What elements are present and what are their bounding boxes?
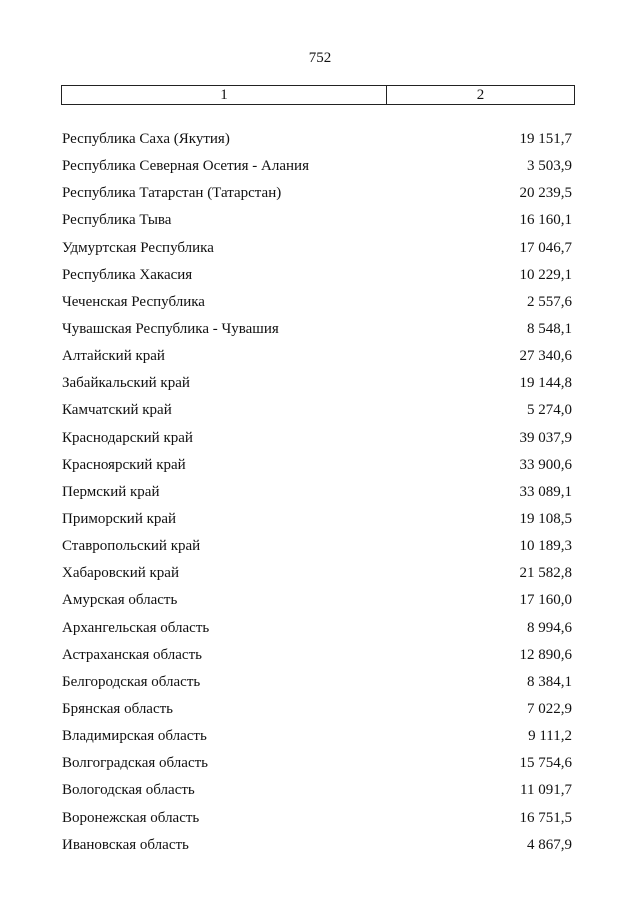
region-name: Ивановская область (62, 836, 189, 853)
region-value: 16 751,5 (519, 809, 572, 826)
region-name: Ставропольский край (62, 538, 201, 555)
region-name: Камчатский край (62, 402, 172, 419)
table-row (62, 560, 572, 587)
region-value: 7 022,9 (527, 701, 572, 718)
region-name: Амурская область (62, 592, 178, 609)
region-name: Волгоградская область (62, 755, 208, 772)
region-value: 8 384,1 (527, 673, 572, 690)
region-name: Чувашская Республика - Чувашия (62, 321, 279, 338)
region-value: 10 189,3 (519, 538, 572, 555)
region-name: Краснодарский край (62, 429, 193, 446)
region-value: 15 754,6 (519, 755, 572, 772)
region-value: 19 108,5 (519, 511, 572, 528)
region-name: Владимирская область (62, 728, 207, 745)
region-name: Приморский край (62, 511, 177, 528)
region-value: 9 111,2 (528, 728, 572, 745)
region-name: Воронежская область (62, 809, 200, 826)
table-row (62, 289, 572, 316)
page-number: 752 (308, 50, 332, 66)
table-row (62, 262, 572, 289)
region-value: 20 239,5 (519, 185, 572, 202)
region-name: Белгородская область (62, 673, 201, 690)
region-name: Республика Татарстан (Татарстан) (62, 185, 282, 202)
table-row (62, 696, 572, 723)
table-row (62, 479, 572, 506)
region-value: 27 340,6 (519, 348, 572, 365)
region-value: 17 160,0 (519, 592, 572, 609)
region-name: Пермский край (62, 483, 160, 500)
table-row (62, 425, 572, 452)
region-value: 5 274,0 (527, 402, 572, 419)
table-row (62, 805, 572, 832)
region-name: Забайкальский край (62, 375, 190, 392)
table-row (62, 126, 572, 153)
region-value: 19 144,8 (519, 375, 572, 392)
region-name: Республика Саха (Якутия) (62, 131, 230, 148)
table-row (62, 207, 572, 234)
region-name: Астраханская область (62, 646, 202, 663)
region-name: Красноярский край (62, 456, 186, 473)
region-value: 11 091,7 (520, 782, 572, 799)
region-name: Алтайский край (62, 348, 165, 365)
column-header-table (61, 85, 575, 105)
table-row (62, 452, 572, 479)
table-row (62, 153, 572, 180)
region-name: Архангельская область (62, 619, 210, 636)
region-value: 4 867,9 (527, 836, 572, 853)
region-name: Республика Хакасия (62, 266, 193, 283)
table-row (62, 669, 572, 696)
table-row (62, 533, 572, 560)
region-name: Республика Северная Осетия - Алания (62, 158, 309, 175)
region-value: 10 229,1 (519, 266, 572, 283)
table-row (62, 587, 572, 614)
table-row (62, 506, 572, 533)
column-header-2: 2 (476, 86, 485, 103)
region-value: 8 994,6 (527, 619, 572, 636)
region-value: 16 160,1 (519, 212, 572, 229)
table-row (62, 777, 572, 804)
table-row (62, 615, 572, 642)
region-value: 2 557,6 (527, 293, 572, 310)
table-row (62, 180, 572, 207)
region-value: 33 900,6 (519, 456, 572, 473)
region-name: Вологодская область (62, 782, 195, 799)
region-value: 8 548,1 (527, 321, 572, 338)
region-value: 39 037,9 (519, 429, 572, 446)
region-value: 17 046,7 (519, 239, 572, 256)
region-name: Хабаровский край (62, 565, 179, 582)
region-value: 12 890,6 (519, 646, 572, 663)
table-row (62, 397, 572, 424)
region-table-body (62, 126, 572, 859)
region-value: 33 089,1 (519, 483, 572, 500)
region-value: 21 582,8 (519, 565, 572, 582)
region-name: Республика Тыва (62, 212, 172, 229)
table-row (62, 370, 572, 397)
region-name: Чеченская Республика (62, 293, 205, 310)
table-row (62, 316, 572, 343)
table-row (62, 642, 572, 669)
table-row (62, 750, 572, 777)
region-value: 19 151,7 (519, 131, 572, 148)
table-row (62, 343, 572, 370)
region-name: Удмуртская Республика (62, 239, 214, 256)
table-row (62, 832, 572, 859)
table-row (62, 723, 572, 750)
column-header-1: 1 (62, 86, 387, 104)
region-value: 3 503,9 (527, 158, 572, 175)
region-name: Брянская область (62, 701, 174, 718)
table-row (62, 235, 572, 262)
